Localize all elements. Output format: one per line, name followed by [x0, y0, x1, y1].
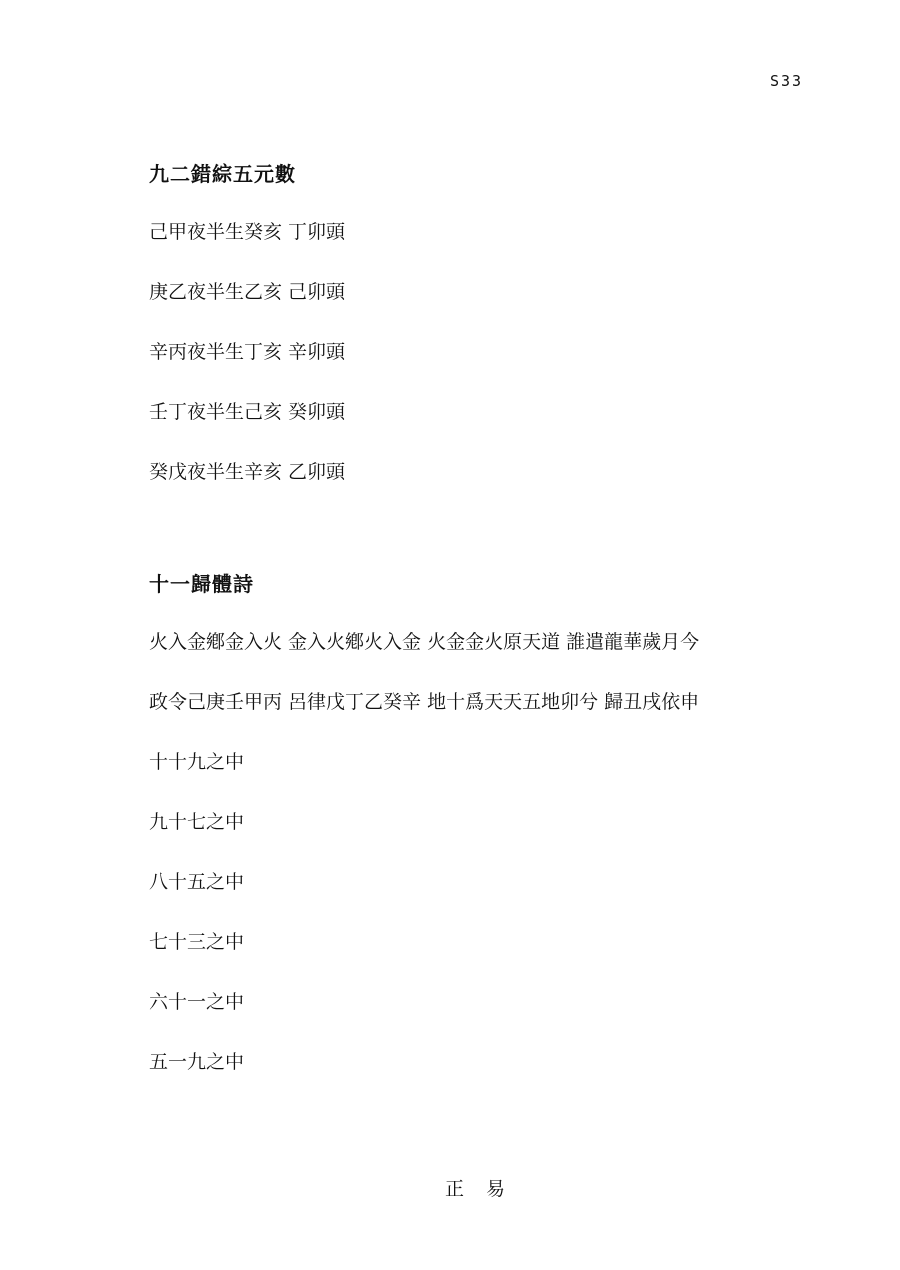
- text-line: 辛丙夜半生丁亥 辛卯頭: [149, 341, 346, 363]
- text-line: 七十三之中: [149, 931, 245, 953]
- section-heading: 十一歸體詩: [149, 572, 254, 596]
- text-line: 九十七之中: [149, 811, 245, 833]
- text-line: 八十五之中: [149, 871, 245, 893]
- section-five-elements: [149, 160, 345, 518]
- section-heading: 九二錯綜五元數: [149, 162, 296, 186]
- text-line: 己甲夜半生癸亥 丁卯頭: [149, 221, 346, 243]
- text-line: 癸戊夜半生辛亥 乙卯頭: [149, 461, 346, 483]
- text-line: 壬丁夜半生己亥 癸卯頭: [149, 401, 346, 423]
- page-footer: 正易: [445, 1178, 528, 1200]
- text-line: 政令己庚壬甲丙 呂律戊丁乙癸辛 地十爲天天五地卯兮 歸丑戌依申: [149, 691, 700, 713]
- text-line: 十十九之中: [149, 751, 245, 773]
- section-return-poem: [149, 570, 699, 1108]
- text-line: 六十一之中: [149, 991, 245, 1013]
- page-number: S33: [770, 72, 804, 90]
- text-line: 庚乙夜半生乙亥 己卯頭: [149, 281, 346, 303]
- text-line: 火入金鄕金入火 金入火鄕火入金 火金金火原天道 誰遣龍華歲月今: [149, 631, 700, 653]
- text-line: 五一九之中: [149, 1051, 245, 1073]
